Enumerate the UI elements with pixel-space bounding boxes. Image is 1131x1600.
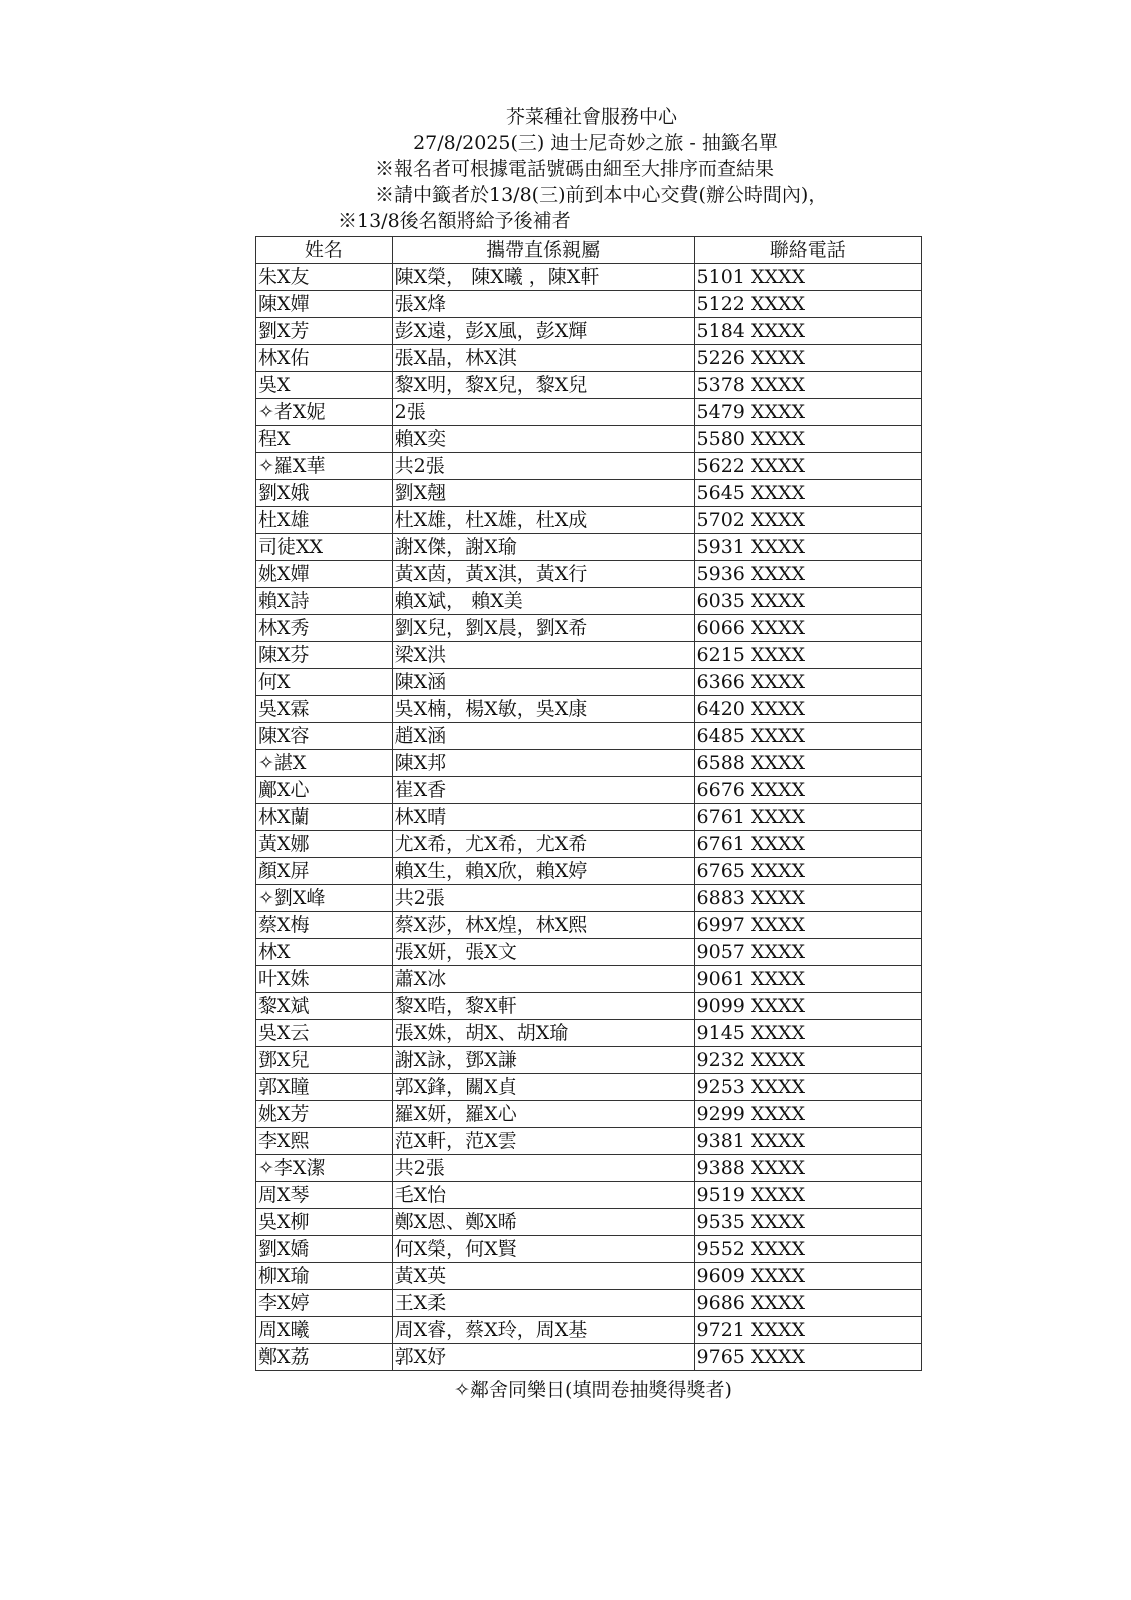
cell-name: 黎X斌 — [256, 993, 393, 1020]
cell-name: 陳X嬋 — [256, 291, 393, 318]
table-row — [256, 1155, 922, 1182]
cell-phone: 9388 XXXX — [694, 1155, 921, 1182]
cell-phone: 6676 XXXX — [694, 777, 921, 804]
cell-phone: 5226 XXXX — [694, 345, 921, 372]
table-row — [256, 939, 922, 966]
cell-name: ✧者X妮 — [256, 399, 393, 426]
cell-phone: 9765 XXXX — [694, 1344, 921, 1371]
cell-relatives: 梁X洪 — [392, 642, 694, 669]
cell-name: 司徒XX — [256, 534, 393, 561]
cell-relatives: 謝X傑，謝X瑜 — [392, 534, 694, 561]
document-header — [0, 104, 1131, 234]
table-row — [256, 291, 922, 318]
cell-relatives: 黎X晧，黎X軒 — [392, 993, 694, 1020]
table-row — [256, 669, 922, 696]
cell-relatives: 鄭X恩、鄭X晞 — [392, 1209, 694, 1236]
table-row — [256, 453, 922, 480]
cell-phone: 5580 XXXX — [694, 426, 921, 453]
cell-name: 顏X屏 — [256, 858, 393, 885]
cell-name: 賴X詩 — [256, 588, 393, 615]
cell-relatives: 杜X雄，杜X雄，杜X成 — [392, 507, 694, 534]
table-row — [256, 831, 922, 858]
note-sorting: ※報名者可根據電話號碼由細至大排序而查結果 — [375, 158, 775, 180]
cell-phone: 9609 XXXX — [694, 1263, 921, 1290]
cell-phone: 9099 XXXX — [694, 993, 921, 1020]
table-row — [256, 723, 922, 750]
cell-name: 林X秀 — [256, 615, 393, 642]
cell-phone: 9535 XXXX — [694, 1209, 921, 1236]
table-row — [256, 966, 922, 993]
cell-relatives: 陳X榮， 陳X曦 ，陳X軒 — [392, 264, 694, 291]
cell-name: 鄧X兒 — [256, 1047, 393, 1074]
cell-relatives: 共2張 — [392, 1155, 694, 1182]
cell-phone: 9381 XXXX — [694, 1128, 921, 1155]
table-row — [256, 507, 922, 534]
cell-relatives: 賴X奕 — [392, 426, 694, 453]
cell-name: ✧李X潔 — [256, 1155, 393, 1182]
cell-name: 郭X瞳 — [256, 1074, 393, 1101]
cell-name: 鄭X荔 — [256, 1344, 393, 1371]
cell-phone: 6997 XXXX — [694, 912, 921, 939]
cell-relatives: 張X姝，胡X、胡X瑜 — [392, 1020, 694, 1047]
table-row — [256, 561, 922, 588]
cell-phone: 5936 XXXX — [694, 561, 921, 588]
cell-phone: 5378 XXXX — [694, 372, 921, 399]
cell-phone: 9686 XXXX — [694, 1290, 921, 1317]
cell-relatives: 蔡X莎，林X煌，林X熙 — [392, 912, 694, 939]
cell-relatives: 吳X楠，楊X敏，吳X康 — [392, 696, 694, 723]
column-header-name: 姓名 — [256, 237, 393, 264]
cell-relatives: 賴X斌， 賴X美 — [392, 588, 694, 615]
cell-name: 何X — [256, 669, 393, 696]
table-row — [256, 858, 922, 885]
cell-relatives: 共2張 — [392, 885, 694, 912]
cell-relatives: 周X睿，蔡X玲，周X基 — [392, 1317, 694, 1344]
cell-name: 劉X娥 — [256, 480, 393, 507]
cell-name: 陳X芬 — [256, 642, 393, 669]
table-row — [256, 750, 922, 777]
table-row — [256, 885, 922, 912]
cell-name: 劉X嬌 — [256, 1236, 393, 1263]
cell-name: 柳X瑜 — [256, 1263, 393, 1290]
cell-name: 吳X柳 — [256, 1209, 393, 1236]
cell-relatives: 王X柔 — [392, 1290, 694, 1317]
table-header-row — [256, 237, 922, 264]
cell-name: 吳X — [256, 372, 393, 399]
cell-phone: 6035 XXXX — [694, 588, 921, 615]
table-row — [256, 1209, 922, 1236]
cell-relatives: 林X晴 — [392, 804, 694, 831]
cell-phone: 6485 XXXX — [694, 723, 921, 750]
note-payment: ※請中籤者於13/8(三)前到本中心交費(辦公時間內)， — [375, 184, 828, 206]
footnote: ✧鄰舍同樂日(填問卷抽獎得獎者) — [454, 1379, 732, 1401]
cell-name: 杜X雄 — [256, 507, 393, 534]
cell-relatives: 劉X兒，劉X晨，劉X希 — [392, 615, 694, 642]
cell-name: 周X曦 — [256, 1317, 393, 1344]
table-row — [256, 534, 922, 561]
cell-name: 李X熙 — [256, 1128, 393, 1155]
cell-relatives: 張X妍，張X文 — [392, 939, 694, 966]
cell-relatives: 謝X詠，鄧X謙 — [392, 1047, 694, 1074]
cell-relatives: 彭X遠，彭X風，彭X輝 — [392, 318, 694, 345]
column-header-phone: 聯絡電話 — [694, 237, 921, 264]
table-row — [256, 1344, 922, 1371]
cell-relatives: 郭X鋒，關X貞 — [392, 1074, 694, 1101]
cell-name: 周X琴 — [256, 1182, 393, 1209]
cell-phone: 6066 XXXX — [694, 615, 921, 642]
lottery-results-table — [255, 236, 922, 1371]
cell-phone: 5122 XXXX — [694, 291, 921, 318]
cell-relatives: 黃X英 — [392, 1263, 694, 1290]
cell-phone: 5479 XXXX — [694, 399, 921, 426]
cell-relatives: 陳X涵 — [392, 669, 694, 696]
cell-name: 姚X嬋 — [256, 561, 393, 588]
cell-name: 李X婷 — [256, 1290, 393, 1317]
table-row — [256, 1074, 922, 1101]
cell-name: 林X — [256, 939, 393, 966]
cell-phone: 6883 XXXX — [694, 885, 921, 912]
cell-phone: 5645 XXXX — [694, 480, 921, 507]
cell-phone: 5622 XXXX — [694, 453, 921, 480]
table-row — [256, 804, 922, 831]
table-row — [256, 264, 922, 291]
cell-relatives: 范X軒，范X雲 — [392, 1128, 694, 1155]
cell-relatives: 賴X生，賴X欣，賴X婷 — [392, 858, 694, 885]
table-row — [256, 426, 922, 453]
table-row — [256, 696, 922, 723]
table-row — [256, 1317, 922, 1344]
cell-phone: 6420 XXXX — [694, 696, 921, 723]
cell-name: 吳X霖 — [256, 696, 393, 723]
table-row — [256, 399, 922, 426]
cell-phone: 5931 XXXX — [694, 534, 921, 561]
cell-relatives: 黎X明，黎X兒，黎X兒 — [392, 372, 694, 399]
table-row — [256, 1047, 922, 1074]
cell-phone: 9721 XXXX — [694, 1317, 921, 1344]
cell-name: 鄺X心 — [256, 777, 393, 804]
cell-phone: 6215 XXXX — [694, 642, 921, 669]
cell-phone: 5184 XXXX — [694, 318, 921, 345]
table-row — [256, 1101, 922, 1128]
cell-phone: 5101 XXXX — [694, 264, 921, 291]
cell-name: ✧羅X華 — [256, 453, 393, 480]
cell-name: ✧劉X峰 — [256, 885, 393, 912]
table-row — [256, 1236, 922, 1263]
cell-relatives: 毛X怡 — [392, 1182, 694, 1209]
event-title: 27/8/2025(三) 迪士尼奇妙之旅 - 抽籤名單 — [413, 132, 778, 154]
cell-phone: 9057 XXXX — [694, 939, 921, 966]
table-row — [256, 777, 922, 804]
cell-relatives: 尤X希，尤X希，尤X希 — [392, 831, 694, 858]
table-row — [256, 993, 922, 1020]
cell-relatives: 黃X茵，黃X淇，黃X行 — [392, 561, 694, 588]
cell-phone: 5702 XXXX — [694, 507, 921, 534]
cell-phone: 9552 XXXX — [694, 1236, 921, 1263]
cell-relatives: 崔X香 — [392, 777, 694, 804]
cell-phone: 9232 XXXX — [694, 1047, 921, 1074]
cell-phone: 6761 XXXX — [694, 804, 921, 831]
table-row — [256, 588, 922, 615]
table-row — [256, 1020, 922, 1047]
cell-relatives: 劉X翹 — [392, 480, 694, 507]
table-row — [256, 912, 922, 939]
note-waitlist: ※13/8後名額將給予後補者 — [338, 210, 571, 232]
cell-name: 蔡X梅 — [256, 912, 393, 939]
cell-phone: 9299 XXXX — [694, 1101, 921, 1128]
cell-relatives: 蕭X冰 — [392, 966, 694, 993]
table-row — [256, 372, 922, 399]
cell-phone: 6366 XXXX — [694, 669, 921, 696]
cell-name: 陳X容 — [256, 723, 393, 750]
cell-name: 叶X姝 — [256, 966, 393, 993]
cell-relatives: 張X烽 — [392, 291, 694, 318]
table-row — [256, 318, 922, 345]
cell-relatives: 共2張 — [392, 453, 694, 480]
table-row — [256, 642, 922, 669]
cell-relatives: 2張 — [392, 399, 694, 426]
cell-name: 程X — [256, 426, 393, 453]
column-header-relatives: 攜帶直係親屬 — [392, 237, 694, 264]
cell-relatives: 張X晶，林X淇 — [392, 345, 694, 372]
cell-phone: 6761 XXXX — [694, 831, 921, 858]
cell-phone: 6588 XXXX — [694, 750, 921, 777]
cell-name: 吳X云 — [256, 1020, 393, 1047]
table-row — [256, 480, 922, 507]
cell-relatives: 何X榮，何X賢 — [392, 1236, 694, 1263]
cell-name: 林X佑 — [256, 345, 393, 372]
cell-phone: 9519 XXXX — [694, 1182, 921, 1209]
cell-relatives: 陳X邦 — [392, 750, 694, 777]
cell-name: 黃X娜 — [256, 831, 393, 858]
cell-relatives: 趙X涵 — [392, 723, 694, 750]
table-row — [256, 1182, 922, 1209]
cell-phone: 9061 XXXX — [694, 966, 921, 993]
cell-name: 姚X芳 — [256, 1101, 393, 1128]
table-row — [256, 615, 922, 642]
org-title: 芥菜種社會服務中心 — [505, 106, 677, 128]
cell-name: ✧諶X — [256, 750, 393, 777]
table-row — [256, 1290, 922, 1317]
cell-name: 朱X友 — [256, 264, 393, 291]
cell-name: 劉X芳 — [256, 318, 393, 345]
cell-phone: 9253 XXXX — [694, 1074, 921, 1101]
table-row — [256, 345, 922, 372]
table-row — [256, 1263, 922, 1290]
cell-name: 林X蘭 — [256, 804, 393, 831]
cell-relatives: 郭X妤 — [392, 1344, 694, 1371]
cell-phone: 6765 XXXX — [694, 858, 921, 885]
cell-relatives: 羅X妍，羅X心 — [392, 1101, 694, 1128]
cell-phone: 9145 XXXX — [694, 1020, 921, 1047]
table-row — [256, 1128, 922, 1155]
